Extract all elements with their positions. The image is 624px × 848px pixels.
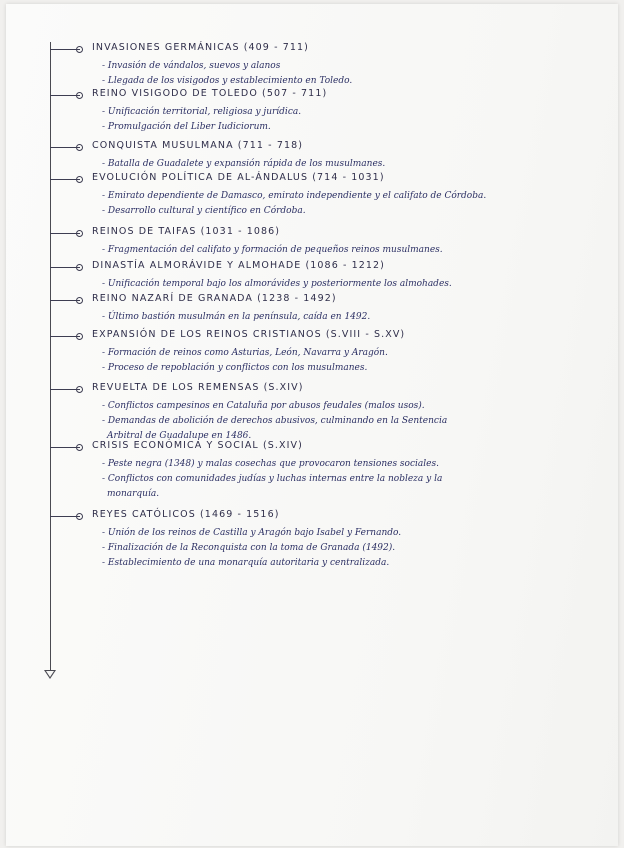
connector-arrow-icon bbox=[50, 267, 80, 268]
entry-bullets bbox=[102, 277, 452, 292]
bullet-point: - Unificación temporal bajo los almorávides y posteriormente los almohades. bbox=[102, 279, 452, 289]
connector-arrow-icon bbox=[50, 95, 80, 96]
entry-heading: INVASIONES GERMÁNICAS (409 - 711) bbox=[92, 42, 309, 53]
entry-bullets bbox=[102, 243, 443, 258]
entry-bullets bbox=[102, 399, 447, 444]
entry-heading: EVOLUCIÓN POLÍTICA DE AL-ÁNDALUS (714 - 1031) bbox=[92, 172, 385, 183]
connector-arrow-icon bbox=[50, 300, 80, 301]
bullet-point: - Peste negra (1348) y malas cosechas que provocaron tensiones sociales. bbox=[102, 459, 439, 469]
bullet-point: - Invasión de vándalos, suevos y alanos bbox=[102, 61, 281, 71]
bullet-point: - Desarrollo cultural y científico en Córdoba. bbox=[102, 206, 306, 216]
connector-arrow-icon bbox=[50, 336, 80, 337]
connector-arrow-icon bbox=[50, 389, 80, 390]
entry-bullets bbox=[102, 189, 486, 219]
entry-heading: REVUELTA DE LOS REMENSAS (S.XIV) bbox=[92, 382, 304, 393]
entry-bullets bbox=[102, 457, 442, 502]
entry-bullets bbox=[102, 157, 385, 172]
bullet-point: - Promulgación del Liber Iudiciorum. bbox=[102, 122, 271, 132]
bullet-continuation: Arbitral de Guadalupe en 1486. bbox=[107, 431, 252, 441]
connector-arrow-icon bbox=[50, 233, 80, 234]
bullet-point: - Emirato dependiente de Damasco, emirato independiente y el califato de Córdoba. bbox=[102, 191, 487, 201]
entry-bullets bbox=[102, 346, 388, 376]
entry-heading: CONQUISTA MUSULMANA (711 - 718) bbox=[92, 140, 304, 151]
bullet-point: - Establecimiento de una monarquía autoritaria y centralizada. bbox=[102, 558, 390, 568]
entry-heading: REYES CATÓLICOS (1469 - 1516) bbox=[92, 509, 280, 520]
bullet-point: - Unificación territorial, religiosa y jurídica. bbox=[102, 107, 302, 117]
timeline-axis bbox=[50, 42, 51, 672]
bullet-point: - Finalización de la Reconquista con la toma de Granada (1492). bbox=[102, 543, 396, 553]
connector-arrow-icon bbox=[50, 179, 80, 180]
bullet-point: - Conflictos con comunidades judías y luchas internas entre la nobleza y la bbox=[102, 474, 443, 484]
bullet-point: - Formación de reinos como Asturias, León, Navarra y Aragón. bbox=[102, 348, 388, 358]
bullet-point: - Batalla de Guadalete y expansión rápida de los musulmanes. bbox=[102, 159, 386, 169]
notebook-page bbox=[6, 4, 618, 846]
connector-arrow-icon bbox=[50, 447, 80, 448]
entry-heading: DINASTÍA ALMORÁVIDE Y ALMOHADE (1086 - 1212) bbox=[92, 260, 385, 271]
entry-heading: CRISIS ECONÓMICA Y SOCIAL (S.XIV) bbox=[92, 440, 303, 451]
entry-heading: REINO VISIGODO DE TOLEDO (507 - 711) bbox=[92, 88, 328, 99]
bullet-point: - Demandas de abolición de derechos abusivos, culminando en la Sentencia bbox=[102, 416, 448, 426]
entry-heading: REINOS DE TAIFAS (1031 - 1086) bbox=[92, 226, 281, 237]
entry-heading: EXPANSIÓN DE LOS REINOS CRISTIANOS (S.VIII - S.XV) bbox=[92, 329, 406, 340]
bullet-point: - Unión de los reinos de Castilla y Aragón bajo Isabel y Fernando. bbox=[102, 528, 402, 538]
bullet-point: - Último bastión musulmán en la península, caída en 1492. bbox=[102, 312, 371, 322]
entry-bullets bbox=[102, 310, 370, 325]
bullet-continuation: monarquía. bbox=[107, 489, 160, 499]
bullet-point: - Fragmentación del califato y formación de pequeños reinos musulmanes. bbox=[102, 245, 443, 255]
connector-arrow-icon bbox=[50, 516, 80, 517]
timeline-arrow-icon bbox=[44, 670, 56, 679]
connector-arrow-icon bbox=[50, 147, 80, 148]
entry-heading: REINO NAZARÍ DE GRANADA (1238 - 1492) bbox=[92, 293, 337, 304]
connector-arrow-icon bbox=[50, 49, 80, 50]
bullet-point: - Llegada de los visigodos y establecimiento en Toledo. bbox=[102, 76, 353, 86]
bullet-point: - Proceso de repoblación y conflictos con los musulmanes. bbox=[102, 363, 368, 373]
entry-bullets bbox=[102, 526, 401, 571]
entry-bullets bbox=[102, 59, 352, 89]
entry-bullets bbox=[102, 105, 301, 135]
bullet-point: - Conflictos campesinos en Cataluña por abusos feudales (malos usos). bbox=[102, 401, 425, 411]
